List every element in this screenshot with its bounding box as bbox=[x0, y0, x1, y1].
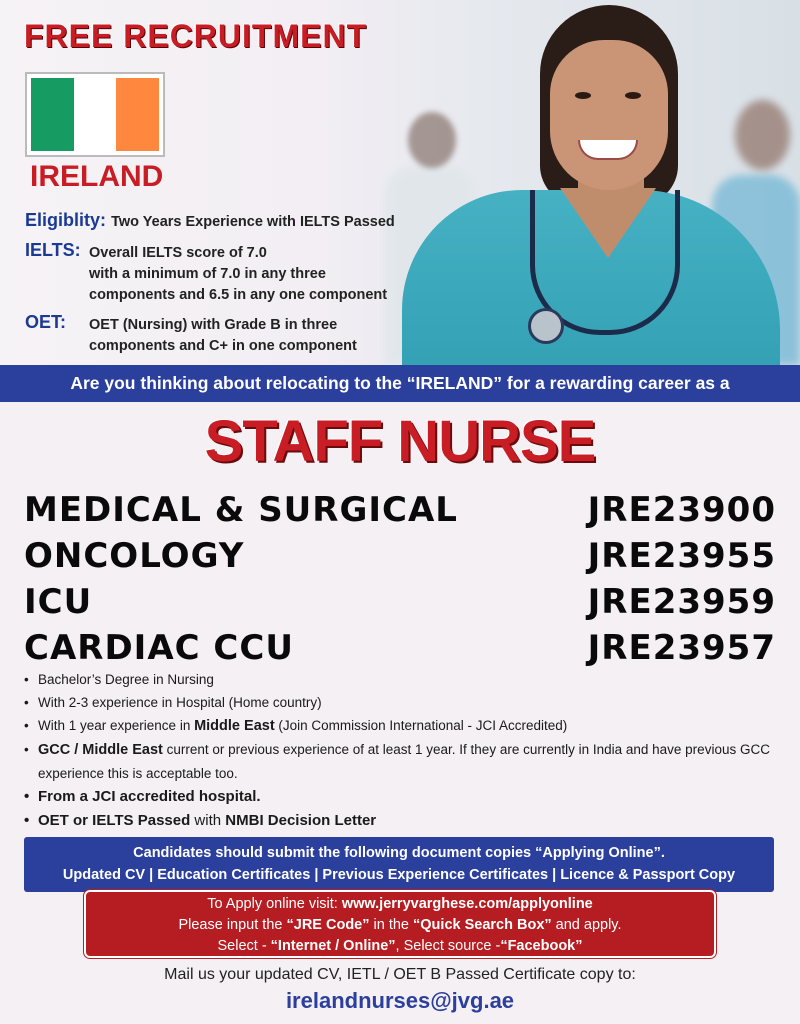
job-row bbox=[24, 625, 776, 671]
apply-text: Select - bbox=[217, 938, 271, 954]
apply-text: in the bbox=[369, 917, 414, 933]
list-item bbox=[24, 785, 784, 809]
apply-url-link[interactable]: www.jerryvarghese.com/applyonline bbox=[341, 896, 593, 912]
job-name: ONCOLOGY bbox=[24, 536, 245, 576]
eligibility-text: Two Years Experience with IELTS Passed bbox=[111, 214, 395, 230]
mail-instructions: Mail us your updated CV, IETL / OET B Passed Certificate copy to: bbox=[164, 966, 636, 983]
email-link[interactable]: irelandnurses@jvg.ae bbox=[285, 988, 515, 1013]
apply-emphasis: “Internet / Online” bbox=[270, 938, 396, 954]
documents-list: Updated CV | Education Certificates | Previous Experience Certificates | Licence & Passport Copy bbox=[62, 867, 736, 883]
apply-instructions-box bbox=[84, 890, 716, 958]
job-row bbox=[24, 533, 776, 579]
apply-emphasis: “Facebook” bbox=[500, 938, 583, 954]
job-row bbox=[24, 579, 776, 625]
page-title: FREE RECRUITMENT bbox=[24, 18, 368, 54]
ireland-flag-icon bbox=[25, 72, 165, 157]
apply-line bbox=[86, 894, 714, 915]
list-item bbox=[24, 809, 784, 833]
documents-intro: Candidates should submit the following document copies “Applying Online”. bbox=[133, 845, 665, 861]
job-list bbox=[24, 487, 776, 671]
background-nurse-head bbox=[735, 100, 790, 170]
list-item bbox=[24, 691, 784, 714]
ielts-line: Overall IELTS score of 7.0 bbox=[89, 245, 267, 261]
list-item bbox=[24, 738, 784, 785]
bullet-emphasis: OET or IELTS Passed bbox=[38, 812, 191, 829]
eligibility-row bbox=[25, 210, 395, 231]
job-name: MEDICAL & SURGICAL bbox=[24, 490, 458, 530]
apply-text: To Apply online visit: bbox=[207, 896, 342, 912]
apply-text: , Select source - bbox=[395, 938, 501, 954]
bullet-text: current or previous experience of at least 1 year. If they are currently in India and have previous GCC experience this is acceptable too. bbox=[38, 742, 770, 781]
bullet-text: From a JCI accredited hospital. bbox=[38, 788, 261, 805]
position-title: STAFF NURSE bbox=[204, 409, 596, 474]
bullet-text: With 2-3 experience in Hospital (Home country) bbox=[38, 695, 322, 710]
list-item bbox=[24, 714, 784, 738]
list-item bbox=[24, 668, 784, 691]
ielts-line: with a minimum of 7.0 in any three bbox=[89, 266, 326, 282]
bullet-emphasis: GCC / Middle East bbox=[38, 742, 163, 758]
apply-text: Please input the bbox=[178, 917, 287, 933]
apply-line bbox=[86, 915, 714, 936]
flag-stripe-white bbox=[74, 78, 117, 151]
oet-line: components and C+ in one component bbox=[89, 338, 357, 354]
ielts-details bbox=[89, 243, 419, 306]
nurse-eye-right bbox=[625, 92, 641, 99]
apply-emphasis: “JRE Code” bbox=[286, 917, 370, 933]
requirements-list bbox=[24, 668, 784, 833]
job-name: ICU bbox=[24, 582, 93, 622]
ielts-label: IELTS: bbox=[25, 240, 81, 260]
bullet-emphasis: NMBI Decision Letter bbox=[225, 812, 377, 829]
hero-photo bbox=[0, 0, 800, 365]
oet-details bbox=[89, 315, 419, 357]
bullet-text: With 1 year experience in bbox=[38, 718, 195, 733]
bullet-text: with bbox=[190, 812, 226, 829]
oet-label: OET: bbox=[25, 312, 67, 332]
nurse-eye-left bbox=[575, 92, 591, 99]
ielts-row bbox=[25, 240, 81, 261]
flag-stripe-orange bbox=[116, 78, 159, 151]
stethoscope-bell-icon bbox=[528, 308, 564, 344]
relocation-banner: Are you thinking about relocating to the “IRELAND” for a rewarding career as a bbox=[0, 365, 800, 402]
nurse-face bbox=[550, 40, 668, 190]
apply-text: and apply. bbox=[551, 917, 622, 933]
job-code: JRE23900 bbox=[587, 490, 776, 530]
eligibility-label: Eligiblity: bbox=[25, 210, 106, 230]
apply-emphasis: “Quick Search Box” bbox=[413, 917, 552, 933]
job-row bbox=[24, 487, 776, 533]
documents-box bbox=[24, 837, 774, 892]
flag-stripe-green bbox=[31, 78, 74, 151]
oet-line: OET (Nursing) with Grade B in three bbox=[89, 317, 338, 333]
job-code: JRE23955 bbox=[587, 536, 776, 576]
job-name: CARDIAC CCU bbox=[24, 628, 294, 668]
country-name: IRELAND bbox=[30, 160, 164, 193]
oet-row bbox=[25, 312, 66, 333]
ielts-line: components and 6.5 in any one component bbox=[89, 287, 388, 303]
apply-line bbox=[86, 936, 714, 957]
job-code: JRE23957 bbox=[587, 628, 776, 668]
background-doctor-head bbox=[408, 112, 456, 168]
bullet-emphasis: Middle East bbox=[194, 718, 275, 734]
bullet-text: Bachelor’s Degree in Nursing bbox=[38, 672, 214, 687]
bullet-text: (Join Commission International - JCI Accredited) bbox=[274, 718, 568, 733]
job-code: JRE23959 bbox=[587, 582, 776, 622]
